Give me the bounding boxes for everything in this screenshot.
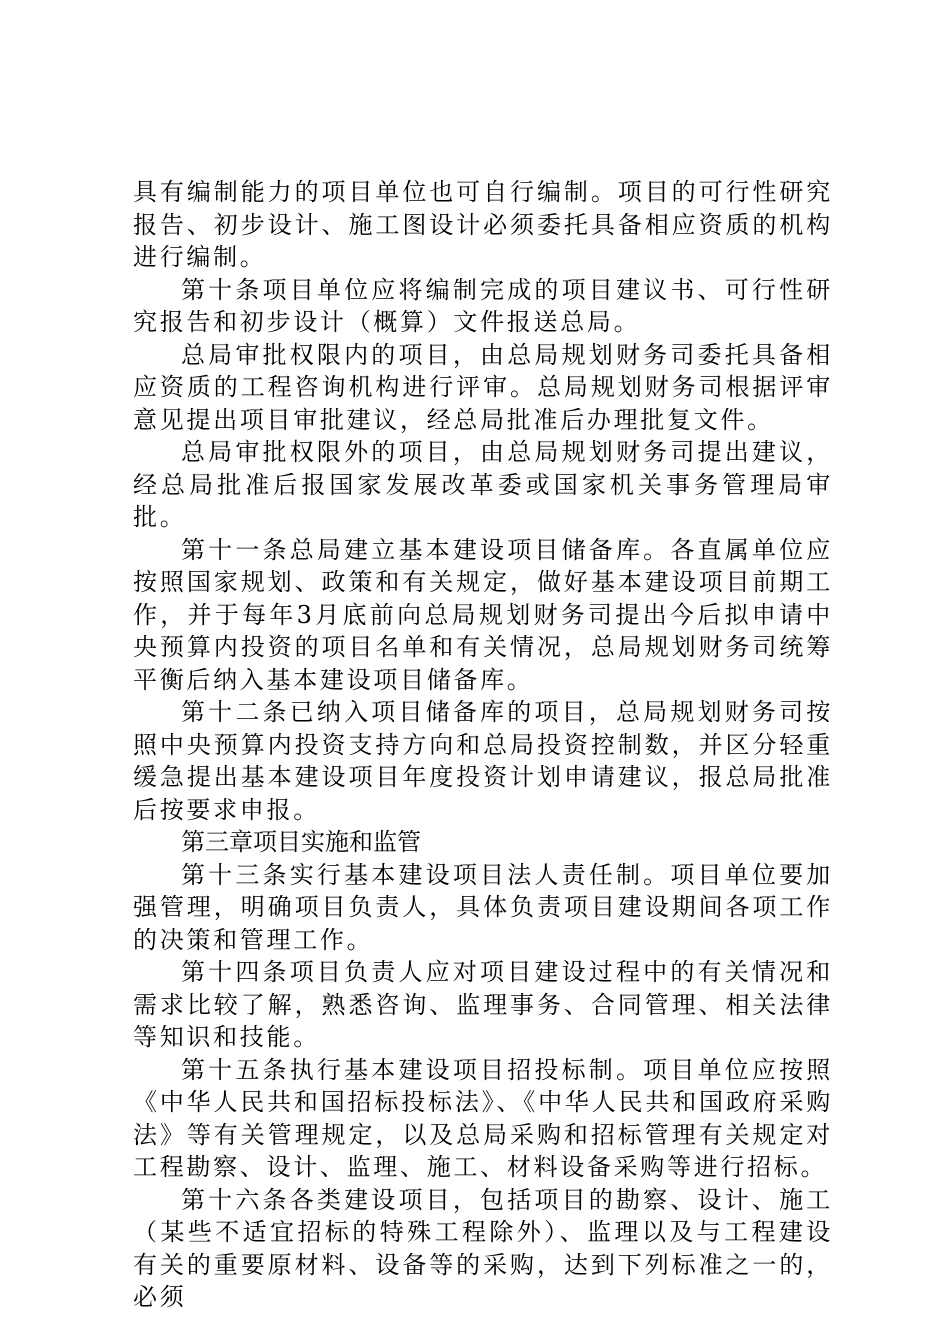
paragraph-article-10: 第十条项目单位应将编制完成的项目建议书、可行性研究报告和初步设计（概算）文件报送总局。 (133, 275, 833, 336)
paragraph-article-15: 第十五条执行基本建设项目招投标制。项目单位应按照《中华人民共和国招标投标法》、《中华人民共和国政府采购法》等有关管理规定，以及总局采购和招标管理有关规定对工程勘察、设计、监理、施工、材料设备采购等进行招标。 (133, 1055, 833, 1181)
paragraph-approval-within: 总局审批权限内的项目，由总局规划财务司委托具备相应资质的工程咨询机构进行评审。总局规划财务司根据评审意见提出项目审批建议，经总局批准后办理批复文件。 (133, 340, 833, 434)
paragraph-article-13: 第十三条实行基本建设项目法人责任制。项目单位要加强管理，明确项目负责人，具体负责项目建设期间各项工作的决策和管理工作。 (133, 860, 833, 954)
paragraph-article-12: 第十二条已纳入项目储备库的项目，总局规划财务司按照中央预算内投资支持方向和总局投资控制数，并区分轻重缓急提出基本建设项目年度投资计划申请建议，报总局批准后按要求申报。 (133, 698, 833, 824)
paragraph-article-14: 第十四条项目负责人应对项目建设过程中的有关情况和需求比较了解，熟悉咨询、监理事务、合同管理、相关法律等知识和技能。 (133, 958, 833, 1051)
paragraph-article-11: 第十一条总局建立基本建设项目储备库。各直属单位应按照国家规划、政策和有关规定，做好基本建设项目前期工作，并于每年3月底前向总局规划财务司提出今后拟申请中央预算内投资的项目名单和有关情况，总局规划财务司统筹平衡后纳入基本建设项目储备库。 (133, 535, 833, 694)
paragraph-continued: 具有编制能力的项目单位也可自行编制。项目的可行性研究报告、初步设计、施工图设计必须委托具备相应资质的机构进行编制。 (133, 178, 833, 271)
paragraph-approval-outside: 总局审批权限外的项目，由总局规划财务司提出建议，经总局批准后报国家发展改革委或国家机关事务管理局审批。 (133, 438, 833, 531)
document-body (133, 176, 833, 1314)
chapter-heading: 第三章项目实施和监管 (181, 828, 421, 856)
paragraph-article-16: 第十六条各类建设项目，包括项目的勘察、设计、施工（某些不适宜招标的特殊工程除外）、监理以及与工程建设有关的重要原材料、设备等的采购，达到下列标准之一的，必须 (133, 1185, 833, 1311)
